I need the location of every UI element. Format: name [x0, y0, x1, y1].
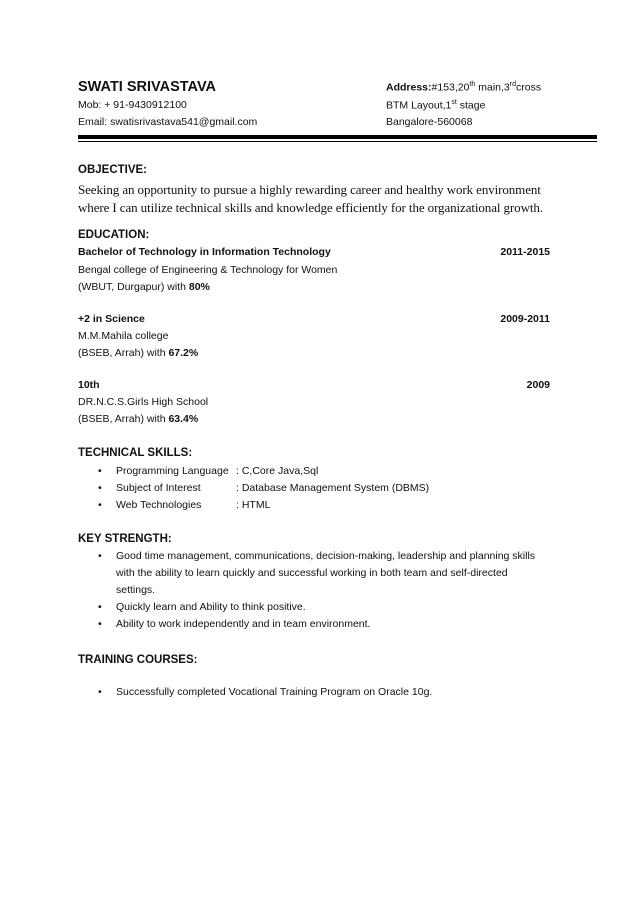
education-percentage: 80% [188, 281, 210, 293]
education-degree: 10th [78, 379, 100, 391]
skill-label: Programming Language [116, 465, 229, 477]
address-sup: st [451, 99, 457, 106]
address-sup: rd [509, 81, 516, 88]
candidate-name: SWATI SRIVASTAVA [78, 79, 217, 95]
skill-value: : Database Management System (DBMS) [236, 482, 430, 494]
strength-text: Good time management, communications, decision-making, leadership and planning skills [116, 550, 536, 562]
address-part: cross [516, 81, 542, 94]
address-line-1 [386, 81, 541, 94]
education-board: (BSEB, Arrah) with [78, 413, 169, 425]
bullet-icon: • [98, 465, 102, 477]
address-part: stage [456, 99, 486, 112]
education-institution: DR.N.C.S.Girls High School [78, 396, 209, 408]
education-board: (WBUT, Durgapur) with [78, 281, 189, 293]
bullet-icon: • [98, 550, 102, 562]
address-sup: th [469, 81, 476, 88]
skill-value: : C,Core Java,Sql [236, 465, 319, 477]
education-score [78, 281, 210, 293]
strength-item [98, 550, 535, 562]
skill-item [98, 482, 429, 494]
header-divider-thin [78, 141, 597, 142]
education-institution: M.M.Mahila college [78, 330, 169, 342]
strength-text: Quickly learn and Ability to think positive. [116, 601, 306, 613]
objective-line-1: Seeking an opportunity to pursue a highly rewarding career and healthy work environment [78, 182, 541, 197]
skill-item [98, 465, 318, 477]
bullet-icon: • [98, 618, 102, 630]
objective-line-2: where I can utilize technical skills and knowledge efficiently for the organizational growth. [78, 200, 543, 215]
email-address: Email: swatisrivastava541@gmail.com [78, 116, 258, 128]
education-degree: +2 in Science [78, 313, 145, 325]
education-score [78, 413, 198, 425]
address-line-3: Bangalore-560068 [386, 116, 473, 128]
education-institution: Bengal college of Engineering & Technology for Women [78, 264, 338, 276]
education-heading: EDUCATION: [78, 229, 150, 241]
skill-label: Web Technologies [116, 499, 202, 511]
education-percentage: 63.4% [168, 413, 199, 425]
education-years: 2009-2011 [500, 313, 550, 325]
education-degree: Bachelor of Technology in Information Technology [78, 246, 331, 258]
strength-text: Ability to work independently and in team environment. [116, 618, 371, 630]
training-heading: TRAINING COURSES: [78, 654, 198, 666]
strength-item [98, 601, 306, 613]
bullet-icon: • [98, 499, 102, 511]
address-label: Address: [386, 81, 432, 94]
address-part: BTM Layout,1 [386, 99, 452, 112]
strength-text-continued: with the ability to learn quickly and successful working in both team and self-directed [116, 567, 508, 579]
header-divider-thick [78, 135, 597, 139]
education-percentage: 67.2% [168, 347, 199, 359]
skill-value: : HTML [236, 499, 271, 511]
education-years: 2011-2015 [500, 246, 550, 258]
address-line-2 [386, 99, 485, 112]
skill-label: Subject of Interest [116, 482, 201, 494]
address-part: main,3 [475, 81, 510, 94]
training-text: Successfully completed Vocational Training Program on Oracle 10g. [116, 686, 433, 698]
bullet-icon: • [98, 686, 102, 698]
key-strength-heading: KEY STRENGTH: [78, 533, 172, 545]
address-part: #153,20 [431, 81, 470, 94]
skill-item [98, 499, 270, 511]
education-years: 2009 [526, 379, 550, 391]
bullet-icon: • [98, 482, 102, 494]
bullet-icon: • [98, 601, 102, 613]
strength-item [98, 618, 370, 630]
education-board: (BSEB, Arrah) with [78, 347, 169, 359]
training-item [98, 686, 432, 698]
technical-skills-heading: TECHNICAL SKILLS: [78, 447, 193, 459]
education-score [78, 347, 198, 359]
strength-text-continued: settings. [116, 584, 156, 596]
mobile-number: Mob: + 91-9430912100 [78, 99, 187, 111]
objective-heading: OBJECTIVE: [78, 164, 148, 176]
